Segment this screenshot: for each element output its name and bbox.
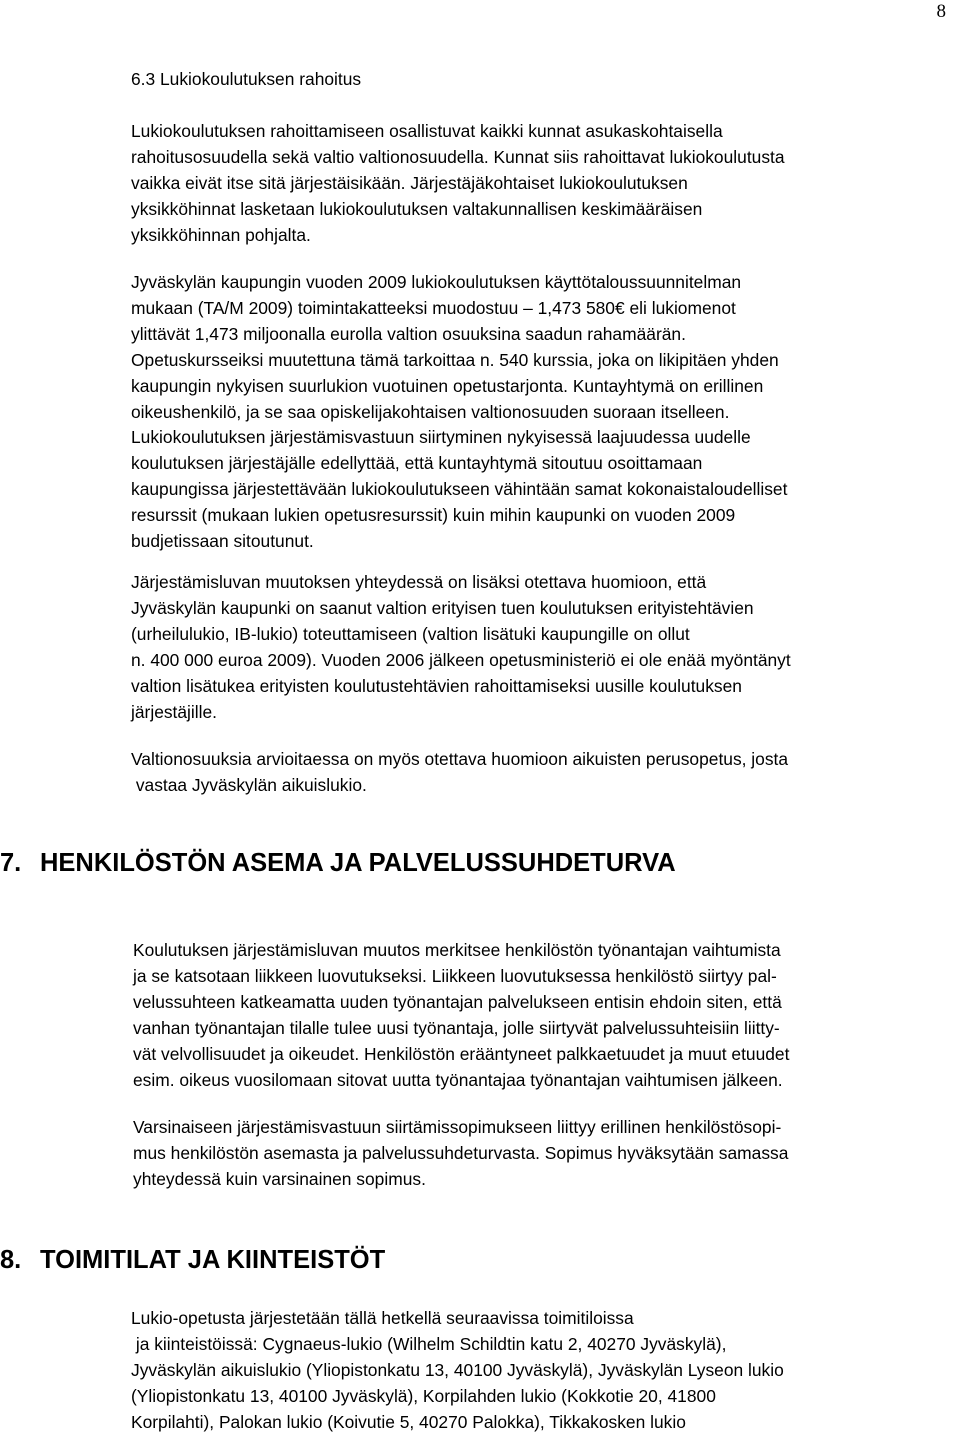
section-6-3-paragraph-2: Jyväskylän kaupungin vuoden 2009 lukiokoulutuksen käyttötaloussuunnitelman mukaan (TA/M 2009) toimintakatteeksi muodostuu – 1,473 580€ eli lukiomenot ylittävät 1,473 miljoonalla eurolla valtion osuuksina saadun rahamäärän. Opetuskursseiksi muutettuna tämä tarkoittaa n. 540 kurssia, joka on likipitäen yhden kaupungin nykyisen suurlukion vuotuinen opetustarjonta. Kuntayhtymä on erillinen oikeushenkilö, ja se saa opiskelijakohtaisen valtionosuuden suoraan itselleen. Lukiokoulutuksen järjestämisvastuun siirtyminen nykyisessä laajuudessa uudelle koulutuksen järjestäjälle edellyttää, että kuntayhtymä sitoutuu osoittamaan kaupungissa järjestettävään lukiokoulutukseen vähintään samat kokonaistaloudelliset resurssit (mukaan lukien opetusresurssit) kuin mihin kaupunki on vuoden 2009 budjetissaan sitoutunut. [131,272,788,552]
section-7-heading [0,848,676,878]
section-8-heading [0,1245,385,1275]
section-7-number: 7. [0,849,22,877]
section-8-paragraph-1: Lukio-opetusta järjestetään tällä hetkellä seuraavissa toimitiloissa ja kiinteistöissä: Cygnaeus-lukio (Wilhelm Schildtin katu 2, 40270 Jyväskylä), Jyväskylän aikuislukio (Yliopistonkatu 13, 40100 Jyväskylä), Jyväskylän Lyseon lukio (Yliopistonkatu 13, 40100 Jyväskylä), Korpilahden lukio (Kokkotie 20, 41800 Korpilahti), Palokan lukio (Koivutie 5, 40270 Palokka), Tikkakosken lukio [131,1308,784,1432]
section-8-number: 8. [0,1246,22,1274]
page-number: 8 [936,1,946,22]
section-6-3-paragraph-3: Järjestämisluvan muutoksen yhteydessä on lisäksi otettava huomioon, että Jyväskylän kaupunki on saanut valtion erityisen tuen koulutuksen erityistehtävien (urheilulukio, IB-lukio) toteuttamiseen (valtion lisätuki kaupungille on ollut n. 400 000 euroa 2009). Vuoden 2006 jälkeen opetusministeriö ei ole enää myöntänyt valtion lisätukea erityisten koulutustehtävien rahoittamiseksi uusille koulutuksen järjestäjille. [131,572,791,722]
section-7-title: HENKILÖSTÖN ASEMA JA PALVELUSSUHDETURVA [40,849,676,877]
section-6-3-paragraph-1: Lukiokoulutuksen rahoittamiseen osallistuvat kaikki kunnat asukaskohtaisella rahoitusosuudella sekä valtio valtionosuudella. Kunnat siis rahoittavat lukiokoulutusta vaikka eivät itse sitä järjestäisikään. Järjestäjäkohtaiset lukiokoulutuksen yksikköhinnat lasketaan lukiokoulutuksen valtakunnallisen keskimääräisen yksikköhinnan pohjalta. [131,121,785,245]
section-6-3-heading: 6.3 Lukiokoulutuksen rahoitus [131,69,362,89]
section-6-3-paragraph-4: Valtionosuuksia arvioitaessa on myös otettava huomioon aikuisten perusopetus, josta vastaa Jyväskylän aikuislukio. [131,749,789,795]
section-8-title: TOIMITILAT JA KIINTEISTÖT [40,1246,386,1274]
section-7-paragraph-1: Koulutuksen järjestämisluvan muutos merkitsee henkilöstön työnantajan vaihtumista ja se katsotaan liikkeen luovutukseksi. Liikkeen luovutuksessa henkilöstö siirtyy pal- velussuhteen katkeamatta uuden työnantajan palvelukseen entisin ehdoin siten, että vanhan työnantajan tilalle tulee uusi työnantaja, jolle siirtyvät palvelussuhteisiin liitty- vät velvollisuudet ja oikeudet. Henkilöstön erääntyneet palkkaetuudet ja muut etuudet esim. oikeus vuosilomaan sitovat uutta työnantajaa työnantajan vaihtumisen jälkeen. [133,940,790,1090]
section-7-paragraph-2: Varsinaiseen järjestämisvastuun siirtämissopimukseen liittyy erillinen henkilöstösopi- mus henkilöstön asemasta ja palvelussuhdeturvasta. Sopimus hyväksytään samassa yhteydessä kuin varsinainen sopimus. [133,1117,789,1189]
